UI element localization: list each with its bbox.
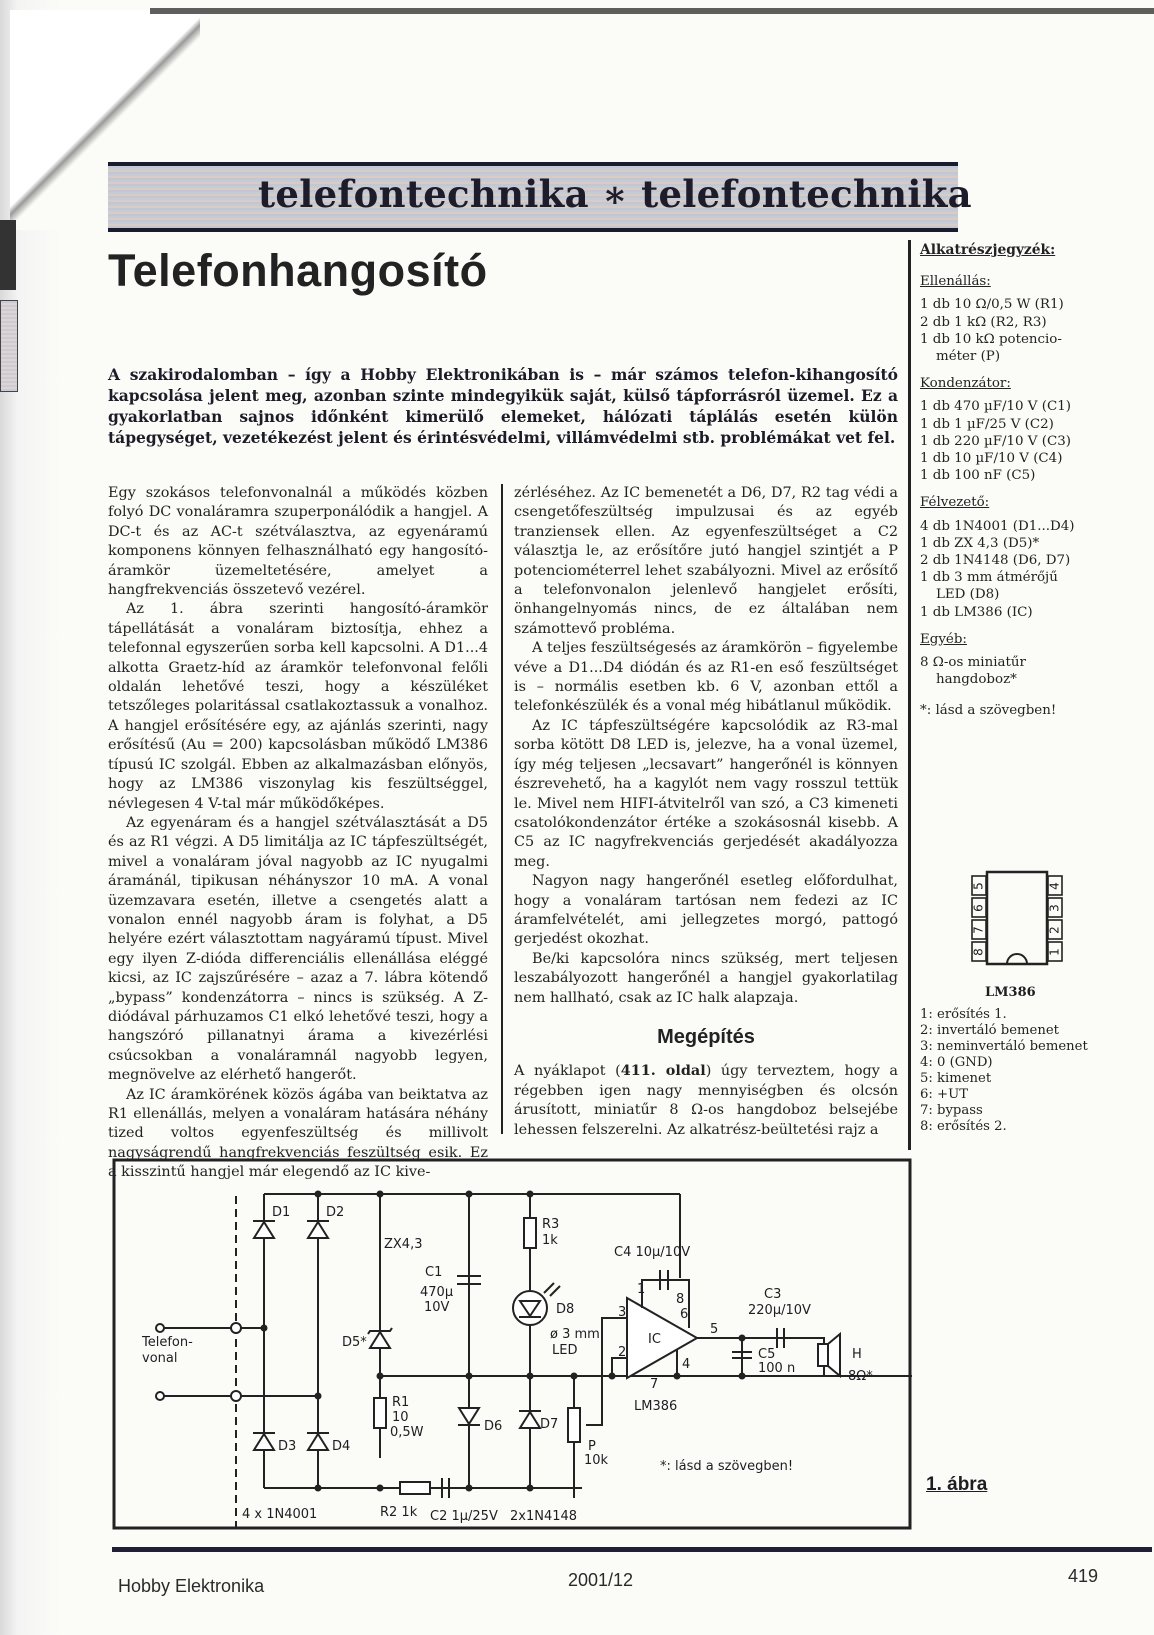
parts-item: 1 db LM386 (IC): [920, 604, 1033, 620]
diode-d2: [307, 1221, 329, 1238]
schematic-label-d2: D2: [326, 1205, 345, 1220]
schematic-label-p-val: 10k: [584, 1453, 609, 1468]
parts-item: 1 db 100 nF (C5): [920, 468, 1036, 484]
article-title: Telefonhangosító: [108, 245, 488, 296]
pinout-item: 6: +UT: [920, 1087, 968, 1102]
ic-body: [987, 872, 1047, 964]
page-reference: 411. oldal: [620, 1062, 706, 1080]
schematic-label-r1-w: 0,5W: [390, 1425, 424, 1440]
wire: [612, 1358, 627, 1376]
paragraph: A teljes feszültségesés az áramkörön – figyelembe véve a D1...D4 diódán és az R1-en eső feszültséget is – normális esetben kb. 6 V, azonban ettől a telefonkészülék és a vonal még hibátlanul működik.: [514, 640, 898, 715]
schematic-label-h: H: [852, 1347, 862, 1362]
paragraph: zérléséhez. Az IC bemenetét a D6, D7, R2 tag védi a csengetőfeszültség impulzusai és az egyéb tranziensek ellen. Az egyenfeszültséget a C2 választja le, az erősítőre jutó hangjel szintjét a P potenciométerrel lehet szabályozni. Mivel az erősítő a telefonvonalon jelenlevő hangjelet erősíti, önhangelnyomás nincs, de ez általában nem számottevő probléma.: [514, 485, 898, 637]
parts-item: 2 db 1N4148 (D6, D7): [920, 553, 1071, 569]
schematic-label-c1-v: 10V: [424, 1300, 450, 1315]
junction-dot: [315, 1191, 322, 1198]
junction-dot: [377, 1191, 384, 1198]
binder-edge: [0, 300, 18, 392]
column-divider: [501, 484, 503, 1134]
schematic-label-d6: D6: [484, 1419, 503, 1434]
schematic-label-r2: R2 1k: [380, 1505, 418, 1520]
section-banner: [108, 162, 972, 232]
footer-page-number: 419: [1068, 1566, 1099, 1586]
parts-item: 2 db 1 kΩ (R2, R3): [920, 314, 1047, 330]
speaker-h: [818, 1334, 840, 1376]
schematic-label-pin4: 4: [682, 1357, 691, 1372]
parts-item: 1 db 10 kΩ potencio-: [920, 331, 1062, 347]
parts-item: hangdoboz*: [936, 672, 1017, 688]
schematic-label-c3-val: 220µ/10V: [748, 1303, 811, 1318]
paragraph: Az 1. ábra szerinti hangosító-áramkör tápellátását a vonaláram biztosítja, ehhez a telefonnal egyszerűen sorba kell kapcsolni. A D1...4 alkotta Graetz-híd az áramkör telefonvonal felőli oldalán lehetővé teszi, hogy a készüléket tetszőleges polaritással csatlakoztassuk a vonalhoz. A hangjel erősítésére egy, az ajánlás szerinti, nagy erősítésű (Au = 200) kapcsolásban működő LM386 típusú IC szolgál. Ebben az alkalmazásban előnyös, hogy az LM386 viszonylag kis feszültséggel, névlegesen 4 V-tal már működőképes.: [108, 601, 488, 812]
diode-d6: [458, 1408, 480, 1425]
ic-pin-number: 1: [1047, 948, 1062, 956]
junction-dot: [609, 1373, 616, 1380]
parts-item: méter (P): [936, 349, 1001, 365]
pinout-item: 3: neminvertáló bemenet: [920, 1039, 1088, 1054]
paragraph: Nagyon nagy hangerőnél esetleg előfordulhat, hogy a vonaláram tartósan nem fedezi az IC áramfelvételét, ami jellegzetes morgó, pattogó gerjedést okozhat.: [514, 873, 898, 948]
schematic-label-d7: D7: [540, 1417, 559, 1432]
schematic-label-c1-val: 470µ: [420, 1285, 454, 1300]
resistor-r3: [524, 1218, 536, 1248]
text: ) úgy terveztem, hogy a régebben igen nagy mennyiségben és olcsón árusított, miniatűr 8 Ω-os hangdoboz belsejébe lehessen felszerelni. Az alkatrész-beültetési rajz a: [514, 1063, 898, 1138]
parts-section-title: Kondenzátor:: [920, 376, 1011, 392]
page-edge: [150, 8, 1154, 14]
text-column-2: [514, 484, 898, 1140]
schematic-label-pin5: 5: [710, 1322, 719, 1337]
paragraph: Az IC tápfeszültségére kapcsolódik az R3-mal sorba kötött D8 LED is, jelezve, ha a vonal üzemel, így még teljesen „lecsavart” hangerőnél is könnyen észrevehető, ha a kagylót nem vagy rosszul tettük le. Mivel nem HIFI-átvitelről van szó, a C3 kimeneti csatolókondenzátor értéke a szokásosnál kisebb. A C5 az IC nagyfrekvenciás gerjedését akadályozza meg.: [514, 717, 898, 870]
pinout-item: 4: 0 (GND): [920, 1055, 993, 1070]
parts-item: 1 db 3 mm átmérőjű: [920, 570, 1058, 586]
schematic-label-diodes: 2x1N4148: [510, 1509, 578, 1524]
parts-item: LED (D8): [936, 587, 1000, 603]
ic-pin-number: 5: [971, 882, 986, 890]
schematic-label-c5: C5: [758, 1347, 776, 1362]
schematic-label-r1: R1: [392, 1395, 410, 1410]
diode-d1: [253, 1221, 275, 1238]
parts-item: 1 db 220 µF/10 V (C3): [920, 433, 1071, 449]
junction-dot: [674, 1373, 681, 1380]
ic-pin-number: 2: [1047, 926, 1062, 934]
ic-pin-number: 8: [971, 948, 986, 956]
parts-item: 1 db 1 µF/25 V (C2): [920, 416, 1054, 432]
junction-dot: [527, 1373, 534, 1380]
schematic-label-line: Telefon-: [142, 1335, 193, 1350]
pinout-item: 5: kimenet: [920, 1071, 992, 1086]
pinout-item: 1: erősítés 1.: [920, 1007, 1007, 1022]
parts-section-title: Ellenállás:: [920, 274, 991, 290]
resistor-r1: [374, 1398, 386, 1428]
parts-item: 8 Ω-os miniatűr: [920, 655, 1026, 671]
paragraph: Be/ki kapcsolóra nincs szükség, mert teljesen leszabályozott hangerőnél a hangjel gyakorlatilag nem hallható, csak az IC halk alapzaja.: [514, 950, 898, 1006]
pinout-list: [920, 1007, 1088, 1135]
diode-d7: [519, 1411, 541, 1428]
parts-item: 1 db ZX 4,3 (D5)*: [920, 535, 1040, 551]
paragraph: [514, 1061, 898, 1140]
schematic-label-c5-val: 100 n: [758, 1361, 796, 1376]
parts-list-heading: Alkatrészjegyzék:: [920, 242, 1056, 258]
figure-label: 1. ábra: [926, 1474, 988, 1495]
pinout-item: 8: erősítés 2.: [920, 1119, 1007, 1134]
schematic-label-r3: R3: [542, 1217, 560, 1232]
parts-item: 1 db 10 µF/10 V (C4): [920, 451, 1063, 467]
resistor-r2: [400, 1482, 430, 1494]
schematic-label-c2: C2 1µ/25V: [430, 1509, 498, 1524]
schematic-label-h-val: 8Ω*: [848, 1369, 873, 1384]
text-column-1: [108, 484, 488, 1183]
ic-name: LM386: [985, 985, 1036, 1000]
paragraph: Egy szokásos telefonvonalnál a működés közben folyó DC vonaláramra szuperponálódik a hangjel. A DC-t és az AC-t szétválasztva, az egyenáramú komponens könnyen felhasználható egy hangosító-áramkör üzemeltetésére, amelyet a hangfrekvenciás összetevő vezérel.: [108, 485, 488, 599]
ic-pin-number: 6: [971, 904, 986, 912]
schematic-label-pin8: 8: [676, 1292, 685, 1307]
parts-note: *: lásd a szövegben!: [920, 703, 1057, 719]
schematic-label-r1-val: 10: [392, 1410, 409, 1425]
parts-list: [920, 242, 1120, 720]
schematic-label-pin6: 6: [680, 1307, 689, 1322]
footer-issue: 2001/12: [568, 1570, 634, 1590]
parts-section-title: Egyéb:: [920, 631, 967, 647]
schematic-label-d3: D3: [278, 1439, 297, 1454]
parts-section-title: Félvezető:: [920, 495, 990, 511]
junction-dot: [315, 1485, 322, 1492]
terminal: [231, 1323, 241, 1333]
junction-dot: [571, 1373, 578, 1380]
junction-dot: [466, 1373, 473, 1380]
junction-dot: [315, 1393, 322, 1400]
schematic-label-led1: ø 3 mm: [550, 1327, 600, 1342]
ic-notch: [1007, 954, 1027, 964]
schematic-label-d8: D8: [556, 1302, 575, 1317]
schematic-label-pin3: 3: [618, 1305, 627, 1320]
terminal: [156, 1392, 164, 1400]
footer-magazine: Hobby Elektronika: [118, 1576, 265, 1596]
terminal: [231, 1391, 241, 1401]
schematic-label-zener-type: ZX4,3: [384, 1237, 423, 1252]
schematic-label-d5: D5*: [342, 1335, 367, 1350]
ic-pinout-diagram: [955, 862, 1065, 972]
schematic-label-ic: IC: [648, 1332, 661, 1347]
junction-dot: [739, 1335, 746, 1342]
parts-item: 4 db 1N4001 (D1...D4): [920, 518, 1075, 534]
ic-pin-number: 7: [971, 926, 986, 934]
junction-dot: [527, 1485, 534, 1492]
footer-rule: [112, 1547, 1152, 1552]
binder-edge: [0, 220, 16, 290]
junction-dot: [466, 1191, 473, 1198]
junction-dot: [261, 1325, 268, 1332]
text: A nyáklapot (: [514, 1063, 621, 1080]
schematic-label-d4: D4: [332, 1439, 351, 1454]
diode-d4: [307, 1433, 329, 1450]
schematic-label-c3: C3: [764, 1287, 782, 1302]
circuit-schematic: [112, 1158, 912, 1530]
junction-dot: [466, 1485, 473, 1492]
schematic-label-pin2: 2: [618, 1345, 627, 1360]
schematic-label-ic-name: LM386: [634, 1399, 678, 1414]
section-heading: Megépítés: [657, 1025, 755, 1048]
schematic-label-c4: C4 10µ/10V: [614, 1245, 691, 1260]
junction-dot: [377, 1373, 384, 1380]
schematic-label-p: P: [588, 1439, 596, 1454]
schematic-label-r3-val: 1k: [542, 1233, 558, 1248]
paragraph: Az egyenáram és a hangjel szétválasztását a D5 és az R1 végzi. A D5 limitálja az IC tápfeszültségét, mivel a vonaláram jóval nagyobb az IC nyugalmi áramánál, tipikusan néhányszor 10 mA. A vonal üzemzavara esetén, illetve a csengetés alatt a vonalon ennél nagyobb áram is folyhat, a D5 helyére ezért választottam nagyáramú típust. Mivel egy ilyen Z-dióda differenciális ellenállása eléggé kicsi, az IC zajszűrésére – azaz a 7. lábra kötendő „bypass” kondenzátorra – nincs is szükség. A Z-diódával párhuzamos C1 elkó lehetővé teszi, hogy a hangszóró pillanatnyi árama a kivezérlési csúcsokban a vonaláramnál nagyobb legyen, megnövelve az elérhető hangerőt.: [108, 814, 488, 1084]
parts-item: 1 db 470 µF/10 V (C1): [920, 399, 1071, 415]
potentiometer-p: [568, 1408, 580, 1442]
diode-d3: [253, 1433, 275, 1450]
pot-wiper: [586, 1388, 602, 1425]
banner-text: telefontechnika ∗ telefontechnika: [258, 172, 972, 216]
parts-item: 1 db 10 Ω/0,5 W (R1): [920, 297, 1064, 313]
led-d8: [513, 1283, 560, 1325]
junction-dot: [739, 1373, 746, 1380]
pinout-item: 7: bypass: [920, 1103, 983, 1118]
schematic-label-d1: D1: [272, 1205, 291, 1220]
schematic-label-pin7: 7: [650, 1377, 659, 1392]
schematic-label-pin1: 1: [637, 1282, 646, 1297]
junction-dot: [377, 1485, 384, 1492]
ic-pin-number: 3: [1047, 904, 1062, 912]
paragraph: Az IC áramkörének közös ágába van beiktatva az R1 ellenállás, melyen a vonaláram hatására néhány tized voltos egyenfeszültség és millivolt nagyságrendű hangfrekvenciás feszültség esik. Ez a kisszintű hangjel már elegendő az IC kive-: [108, 1086, 488, 1181]
ic-pin-number: 4: [1047, 882, 1062, 890]
schematic-label-line: vonal: [142, 1351, 178, 1366]
schematic-label-bridge: 4 x 1N4001: [242, 1507, 318, 1522]
junction-dot: [527, 1191, 534, 1198]
terminal: [156, 1324, 164, 1332]
zener-d5: [368, 1328, 392, 1348]
schematic-label-led2: LED: [552, 1343, 578, 1358]
lead-paragraph: A szakirodalomban – így a Hobby Elektronikában is – már számos telefon-kihangosító kapcsolása jelent meg, azonban szinte mindegyikük saját, külső tápforrásról üzemel. Ez a gyakorlatban sajnos időnként kimerülő elemeket, hálózati táplálás esetén külön tápegységet, vezetékezést jelent és érintésvédelmi, villámvédelmi stb. problémákat vet fel.: [108, 365, 898, 447]
pinout-item: 2: invertáló bemenet: [920, 1023, 1059, 1038]
schematic-label-c1: C1: [425, 1265, 443, 1280]
sidebar-divider: [908, 240, 911, 1150]
schematic-label-note: *: lásd a szövegben!: [660, 1459, 794, 1474]
